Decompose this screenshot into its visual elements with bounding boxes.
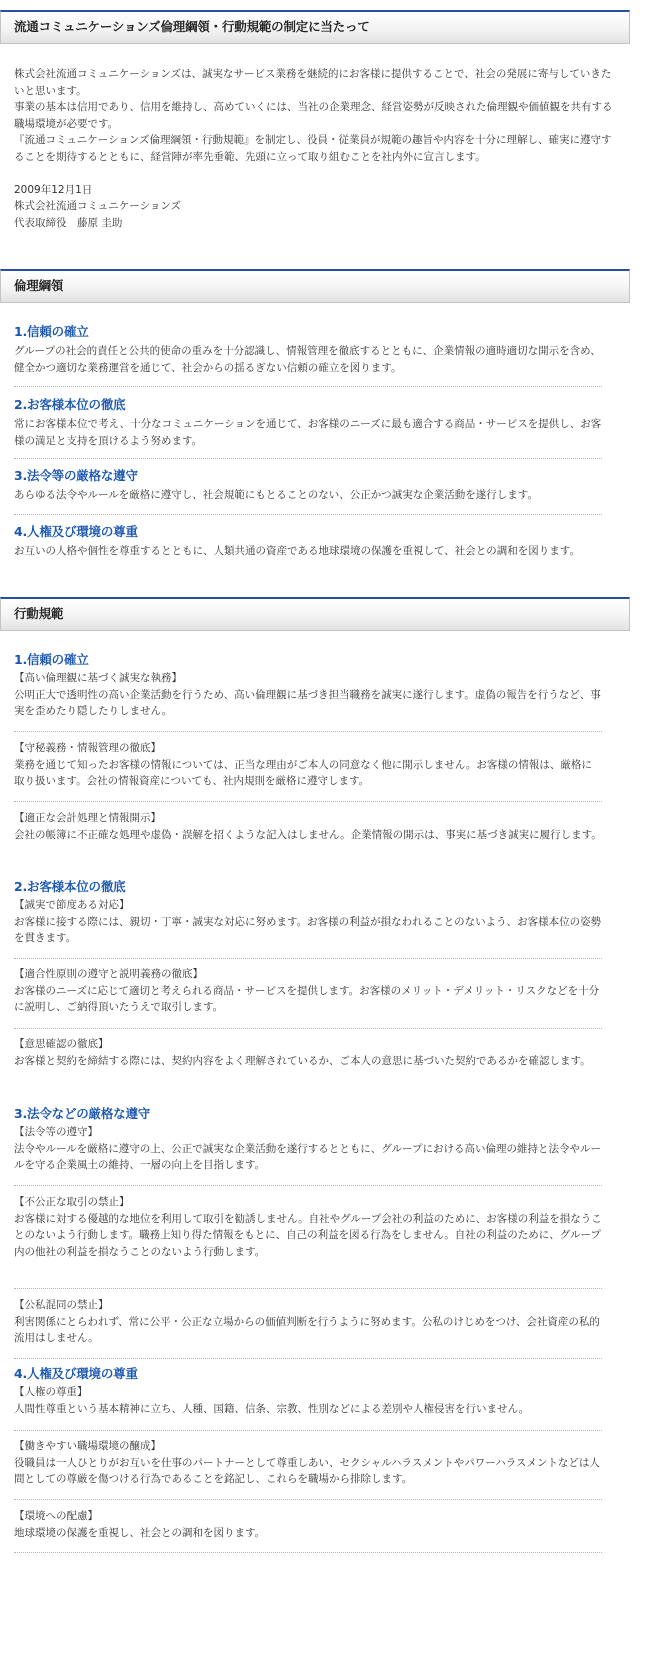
ethics-item-heading: 3.法令等の厳格な遵守 — [14, 468, 138, 483]
ethics-item — [14, 396, 602, 449]
divider — [14, 731, 602, 732]
signature-representative: 代表取締役 藤原 圭助 — [14, 216, 123, 229]
conduct-entry-title: 【意思確認の徹底】 — [14, 1038, 109, 1050]
divider — [14, 1028, 602, 1029]
section-header-code-of-ethics — [0, 269, 630, 303]
ethics-item-heading: 1.信頼の確立 — [14, 324, 89, 339]
conduct-entry-text: 法令やルールを厳格に遵守の上、公正で誠実な企業活動を遂行するとともに、グループにおける高い倫理の維持と法令やルールを守る企業風土の維持、一層の向上を目指します。 — [14, 1142, 601, 1171]
divider — [14, 1288, 602, 1289]
intro-paragraph: 事業の基本は信用であり、信用を維持し、高めていくには、当社の企業理念、経営姿勢が反映された倫理観や価値観を共有する職場環境が必要です。 — [14, 101, 613, 130]
conduct-group-heading: 4.人権及び環境の尊重 — [14, 1366, 138, 1381]
divider — [14, 801, 602, 802]
section-title: 倫理綱領 — [14, 278, 64, 294]
divider — [14, 1430, 602, 1431]
divider — [14, 958, 602, 959]
ethics-item-text: 常にお客様本位で考え、十分なコミュニケーションを通じて、お客様のニーズに最も適合する商品・サービスを提供し、お客様の満足と支持を頂けるよう努めます。 — [14, 418, 602, 447]
conduct-entry-title: 【誠実で節度ある対応】 — [14, 899, 130, 911]
intro-paragraph: 『流通コミュニケーションズ倫理綱領・行動規範』を制定し、役員・従業員が規範の趣旨や内容を十分に理解し、確実に遵守することを期待するとともに、経営陣が率先垂範、先頭に立って取り組むことを社内外に宣言します。 — [14, 134, 612, 163]
section-header-intro — [0, 10, 630, 44]
conduct-entry-title: 【人権の尊重】 — [14, 1386, 88, 1398]
conduct-entry-title: 【環境への配慮】 — [14, 1510, 98, 1522]
conduct-entry-text: お客様のニーズに応じて適切と考えられる商品・サービスを提供します。お客様のメリット・デメリット・リスクなどを十分に説明し、ご納得頂いたうえで取引します。 — [14, 984, 600, 1013]
conduct-entry — [14, 1508, 602, 1541]
signature-date: 2009年12月1日 — [14, 183, 93, 196]
conduct-entry-title: 【高い倫理観に基づく誠実な執務】 — [14, 672, 182, 684]
conduct-group-heading: 1.信頼の確立 — [14, 652, 89, 667]
conduct-group-heading: 3.法令などの厳格な遵守 — [14, 1106, 151, 1121]
signature-block — [14, 182, 614, 232]
conduct-entry — [14, 897, 602, 947]
ethics-item-text: お互いの人格や個性を尊重するとともに、人類共通の資産である地球環境の保護を重視して、社会との調和を図ります。 — [14, 545, 580, 557]
ethics-item-heading: 4.人権及び環境の尊重 — [14, 524, 138, 539]
intro-block — [14, 66, 614, 231]
conduct-entry-title: 【働きやすい職場環境の醸成】 — [14, 1440, 161, 1452]
divider — [14, 386, 602, 387]
conduct-entry-text: 業務を通じて知ったお客様の情報については、正当な理由がご本人の同意なく他に開示しません。お客様の情報は、厳格に取り扱います。会社の情報資産についても、社内規則を厳格に遵守します。 — [14, 758, 592, 787]
conduct-entry — [14, 1297, 602, 1347]
ethics-item — [14, 323, 602, 376]
conduct-entry — [14, 1124, 602, 1174]
conduct-entry-title: 【不公正な取引の禁止】 — [14, 1196, 130, 1208]
conduct-entry — [14, 966, 602, 1016]
conduct-entry — [14, 670, 602, 720]
signature-company: 株式会社流通コミュニケーションズ — [14, 200, 182, 212]
conduct-entry-text: 会社の帳簿に不正確な処理や虚偽・誤解を招くような記入はしません。企業情報の開示は、事実に基づき誠実に履行します。 — [14, 828, 602, 841]
conduct-entry-title: 【守秘義務・情報管理の徹底】 — [14, 742, 161, 754]
conduct-group-heading: 2.お客様本位の徹底 — [14, 879, 126, 894]
divider — [14, 458, 602, 459]
ethics-item — [14, 467, 602, 504]
ethics-item-text: あらゆる法令やルールを厳格に遵守し、社会規範にもとることのない、公正かつ誠実な企業活動を遂行します。 — [14, 489, 538, 501]
conduct-entry-title: 【適正な会計処理と情報開示】 — [14, 812, 161, 824]
divider — [14, 1552, 602, 1553]
conduct-entry-text: お客様と契約を締結する際には、契約内容をよく理解されているか、ご本人の意思に基づいた契約であるかを確認します。 — [14, 1054, 591, 1067]
conduct-entry-text: 人間性尊重という基本精神に立ち、人種、国籍、信条、宗教、性別などによる差別や人権侵害を行いません。 — [14, 1402, 530, 1415]
ethics-item-text: グループの社会的責任と公共的使命の重みを十分認識し、情報管理を徹底するとともに、企業情報の適時適切な開示を含め、健全かつ適切な業務運営を通じて、社会からの揺るぎない信頼の確立を図ります。 — [14, 345, 601, 374]
conduct-entry-text: 役職員は一人ひとりがお互いを仕事のパートナーとして尊重しあい、セクシャルハラスメントやパワーハラスメントなどは人間としての尊厳を傷つける行為であることを銘記し、これらを職場から排除します。 — [14, 1456, 600, 1485]
conduct-entry-text: 利害関係にとらわれず、常に公平・公正な立場からの価値判断を行うように努めます。公私のけじめをつけ、会社資産の私的流用はしません。 — [14, 1315, 600, 1344]
section-header-code-of-conduct — [0, 597, 630, 631]
section-title: 流通コミュニケーションズ倫理綱領・行動規範の制定に当たって — [14, 19, 370, 35]
conduct-entry-text: お客様に接する際には、親切・丁寧・誠実な対応に努めます。お客様の利益が損なわれることのないよう、お客様本位の姿勢を貫きます。 — [14, 915, 602, 944]
divider — [14, 514, 602, 515]
ethics-item-heading: 2.お客様本位の徹底 — [14, 397, 126, 412]
conduct-entry — [14, 1036, 602, 1069]
conduct-entry — [14, 1384, 602, 1417]
divider — [14, 1185, 602, 1186]
divider — [14, 1358, 602, 1359]
conduct-entry — [14, 740, 602, 790]
conduct-entry — [14, 1194, 602, 1260]
intro-paragraph: 株式会社流通コミュニケーションズは、誠実なサービス業務を継続的にお客様に提供することで、社会の発展に寄与していきたいと思います。 — [14, 68, 612, 97]
conduct-entry-title: 【適合性原則の遵守と説明義務の徹底】 — [14, 968, 203, 980]
conduct-entry-title: 【法令等の遵守】 — [14, 1126, 98, 1138]
conduct-entry — [14, 1438, 602, 1488]
conduct-entry-text: 地球環境の保護を重視し、社会との調和を図ります。 — [14, 1526, 266, 1539]
divider — [14, 1499, 602, 1500]
conduct-entry-text: お客様に対する優越的な地位を利用して取引を勧誘しません。自社やグループ会社の利益のために、お客様の利益を損なうことのないよう行動します。職務上知り得た情報をもとに、自己の利益を図る行為をしません。自社の利益のために、グループ内の他社の利益を損なうことのないよう行動します。 — [14, 1212, 602, 1258]
conduct-entry — [14, 810, 602, 843]
ethics-item — [14, 523, 602, 560]
section-title: 行動規範 — [14, 606, 64, 622]
conduct-entry-title: 【公私混同の禁止】 — [14, 1299, 109, 1311]
conduct-entry-text: 公明正大で透明性の高い企業活動を行うため、高い倫理観に基づき担当職務を誠実に遂行します。虚偽の報告を行うなど、事実を歪めたり隠したりしません。 — [14, 688, 601, 717]
